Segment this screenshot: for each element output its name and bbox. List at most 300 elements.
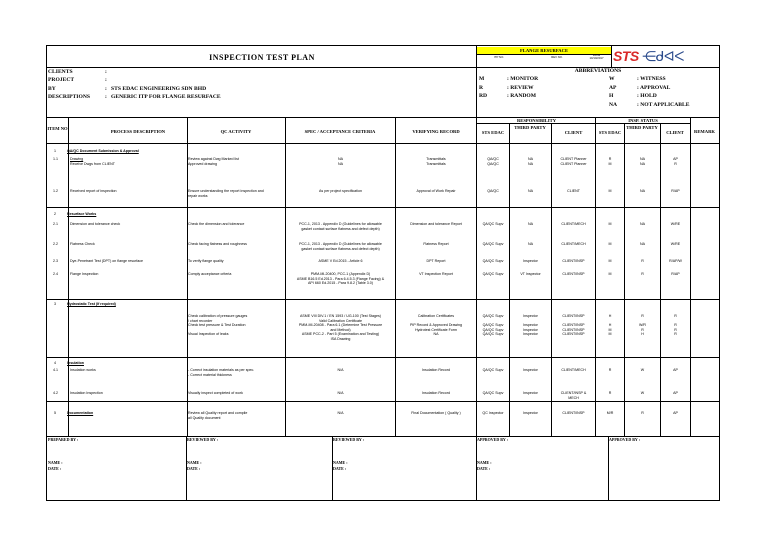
row-7-record (396, 314, 476, 337)
row-7-qc-line: Visual Inspection of leaks (188, 332, 229, 337)
row-3-no: 2.1 (53, 222, 58, 226)
row-9-i1 (596, 391, 624, 396)
row-8-spec (286, 368, 395, 373)
row-2-r1-line: QA/QC (487, 189, 499, 193)
row-7-i2-line: W/R (639, 323, 646, 328)
row-3-r2-line: NA (528, 222, 533, 226)
col-insp-status: INSP. STATUS (628, 118, 658, 123)
row-7-i3-line: R (674, 314, 677, 318)
row-4-i3-line: W/RE (670, 242, 681, 246)
row-5-r1 (477, 259, 509, 264)
row-7-i3 (661, 314, 690, 337)
row-7-spec (286, 314, 395, 342)
row-3-i1-line: M (608, 222, 612, 226)
insp-third-party: THIRD PARTY (626, 125, 658, 130)
row-4-spec (286, 242, 395, 251)
row-5-process (70, 259, 186, 264)
row-7-i3-line: R (674, 327, 677, 332)
row-7-record-line: NA (433, 332, 439, 337)
row-6-r1 (477, 272, 509, 277)
row-1-record (396, 157, 476, 166)
row-7-process-line (70, 314, 186, 319)
row-8-record-line: Insulation Record (422, 368, 450, 372)
info-block (48, 68, 468, 101)
logo-edac-text: ⋲ᑯᐊᐸ (638, 48, 684, 64)
row-3-spec (286, 222, 395, 231)
row-6-r2-line: VT Inspector (520, 272, 541, 276)
row-1-qc-line: Review against Dwg Marked list (188, 157, 239, 161)
row-2-r2 (510, 189, 551, 194)
row-9-i1-line: R (608, 391, 612, 395)
row-8-i1-line: R (608, 368, 612, 372)
row-2-record (396, 189, 476, 194)
row-10-qc-line: all Quality document (188, 415, 221, 420)
footer-prepared-by: PREPARED BY : (48, 437, 79, 442)
row-7-record-line: Calibration Certificates (417, 314, 455, 318)
row-9-qc-line: Visually inspect completed of work (188, 391, 243, 395)
row-1-r2-line: NA (528, 161, 533, 166)
row-5-r1-line: QA/QC Supv (482, 259, 504, 263)
row-10-r3 (552, 411, 595, 416)
row-9-r2 (510, 391, 551, 396)
row-8-r1 (477, 368, 509, 373)
row-3-spec-line: PCC-1, 2013 - Appendix D (Guidelines for allowable (299, 222, 382, 226)
footer-name-date-2: NAME : DATE : (187, 460, 202, 471)
row-7-r3-line: CLIENT/INSP (562, 327, 585, 332)
row-5-i2-line: R (641, 259, 644, 263)
row-10-qc (188, 411, 285, 420)
row-6-r3-line: CLIENT/INSP (562, 272, 585, 276)
info-clients: CLIENTS : (48, 69, 107, 75)
row-4-r1 (477, 242, 509, 247)
row-9-qc (188, 391, 285, 396)
row-2-process-line: Received report of inspection (70, 189, 117, 193)
row-5-i1 (596, 259, 624, 264)
row-1-i1-line: R (608, 157, 612, 161)
row-1-i3 (661, 157, 690, 166)
row-9-i3 (661, 391, 690, 396)
row-5-record (396, 259, 476, 264)
footer-name-date-1: NAME : DATE : (48, 460, 63, 471)
row-4-r2 (510, 242, 551, 247)
row-7-r2 (510, 314, 551, 337)
section-5-no: 5 (54, 411, 56, 415)
row-8-i1 (596, 368, 624, 373)
row-9-r2-line: Inspector (523, 391, 538, 395)
row-7-r2-line: Inspector (523, 314, 538, 318)
info-descriptions: DESCRIPTIONS : GENERIC ITP FOR FLANGE RESURFACE (48, 93, 221, 100)
row-7-i1 (596, 314, 624, 337)
section-2-title: Resurface Works (67, 212, 97, 216)
row-1-i2 (625, 157, 660, 166)
row-5-r2 (510, 259, 551, 264)
row-3-qc (188, 222, 285, 227)
row-1-qc-line: Approved drawing (188, 161, 217, 166)
row-4-r2-line: NA (528, 242, 533, 246)
col-qc: QC ACTIVITY (220, 129, 252, 134)
row-3-qc-line: Check the dimension and tolerance (188, 222, 245, 226)
row-2-spec-line: As per project specification (319, 189, 362, 193)
row-2-r3-line: CLIENT (567, 189, 580, 193)
row-4-spec-line: gasket contact surface flatness and defect depth) (301, 246, 380, 251)
row-7-qc (188, 314, 285, 337)
row-8-spec-line: N/A (337, 368, 344, 372)
row-10-qc-line: Review all Quality report and compile (188, 411, 248, 415)
row-10-i3 (661, 411, 690, 416)
row-8-r3 (552, 368, 595, 373)
row-5-r2-line: Inspector (523, 259, 538, 263)
row-10-r1 (477, 411, 509, 416)
row-6-spec-line: API 660 Ed.2015 - Para 9.8.2 (Table 3.0) (308, 281, 373, 286)
row-7-i1-line: H (608, 323, 612, 328)
row-7-qc-line: Check calibration of pressure gauges (188, 314, 248, 318)
row-2-i3 (661, 189, 690, 194)
resp-third-party: THIRD PARTY (514, 125, 546, 130)
row-1-i2-line: NA (640, 161, 645, 166)
row-4-qc (188, 242, 285, 247)
row-9-r3 (552, 391, 595, 400)
row-9-record (396, 391, 476, 396)
row-5-spec-line: ASME V Ed.2015 - Article 6 (318, 259, 363, 263)
row-7-i2-line: H (641, 332, 644, 337)
section-4-title: Insulation (67, 361, 84, 365)
section-1-no: 1 (54, 149, 56, 153)
row-10-spec-line: N/A (337, 411, 344, 415)
row-4-process (70, 242, 186, 247)
row-8-r2 (510, 368, 551, 373)
row-2-i1-line: M (608, 189, 612, 193)
row-2-process (70, 189, 186, 194)
row-1-spec-line: NA (338, 161, 343, 166)
row-1-r1 (477, 157, 509, 166)
row-9-process-line: Insulation Inspection (70, 391, 103, 395)
row-2-i2-line: NA (640, 189, 645, 193)
row-6-i2-line: R (641, 272, 644, 276)
section-2-no: 2 (54, 212, 56, 216)
row-10-record (396, 411, 476, 416)
row-3-r2 (510, 222, 551, 227)
section-3-title: Hydrostatic Test (If required) (67, 302, 116, 306)
insp-sts-edac: STS EDAC (598, 130, 622, 135)
row-9-record-line: Insulation Record (422, 391, 450, 395)
row-7-i1-line: H (608, 314, 612, 318)
row-7-r1-line: QA/QC Supv (482, 323, 504, 328)
section-5-title: Documentation (67, 411, 94, 415)
row-7-i3-line: R (674, 332, 677, 337)
row-1-i1-line: M (608, 161, 612, 166)
row-5-process-line: Dye-Penetrant Test (DPT) on flange resurface (70, 259, 144, 263)
row-9-r1-line: QA/QC Supv (482, 391, 504, 395)
row-6-r1-line: QA/QC Supv (482, 272, 504, 276)
row-3-r1 (477, 222, 509, 227)
row-6-spec-line: ASME B16.5 Ed.2013 - Para 6.4.5.3 (Flange Facing) & (296, 276, 385, 281)
row-1-spec (286, 157, 395, 166)
row-4-i1 (596, 242, 624, 247)
row-7-i1-line: M (608, 332, 612, 337)
row-9-no: 4.2 (53, 391, 58, 395)
row-1-process-line: Drawing (70, 157, 84, 161)
row-7-record-line: Hydrotest Certificate Form (415, 327, 457, 332)
row-2-r2-line: NA (528, 189, 533, 193)
section-4-no: 4 (54, 361, 56, 365)
row-7-r2-line: Inspector (523, 332, 538, 337)
col-responsibility: RESPONSIBILITY (516, 118, 557, 123)
row-7-record-line: PIP Record & Approved Drawing (409, 323, 463, 328)
itp-sheet (46, 45, 720, 501)
row-7-spec-line: ISA Drawing (330, 336, 351, 341)
row-6-r2 (510, 272, 551, 277)
row-1-record-line: Transmittals (426, 157, 446, 161)
row-1-r1-line: QA/QC (487, 157, 499, 161)
row-4-qc-line: Check facing flatness and roughness (188, 242, 247, 246)
row-8-i3-line: AP (673, 368, 678, 372)
row-6-spec (286, 272, 395, 286)
row-5-i2 (625, 259, 660, 264)
row-10-process (70, 411, 186, 416)
row-1-r3-line: CLIENT Planner (560, 161, 587, 166)
row-6-qc (188, 272, 285, 277)
row-6-i2 (625, 272, 660, 277)
row-1-process-line: Receive Dwgs from CLIENT (70, 161, 115, 166)
row-8-r3-line: CLIENT/MECH (561, 368, 586, 372)
row-4-record-line: Flatness Report (423, 242, 449, 246)
row-10-i1 (596, 411, 624, 416)
row-6-spec-line: PMM-MI-20400, PCC-1 (Appendix D) (310, 272, 371, 276)
row-5-qc (188, 259, 285, 264)
row-8-process (70, 368, 186, 373)
row-7-r3-line: CLIENT/INSP (562, 332, 585, 337)
row-5-i3 (661, 259, 690, 264)
row-5-r3-line: CLIENT/INSP (562, 259, 585, 263)
row-1-spec-line: NA (338, 157, 343, 161)
row-7-r2-line: Inspector (523, 327, 538, 332)
row-8-r2-line: Inspector (523, 368, 538, 372)
row-3-i1 (596, 222, 624, 227)
row-7-r1-line: QA/QC Supv (482, 314, 504, 318)
page-title: INSPECTION TEST PLAN (209, 53, 315, 62)
row-7-spec-line: Valid Calibration Certificate (318, 318, 363, 323)
row-9-r3-line: CLIENT/INSP & (560, 391, 587, 395)
row-9-i3-line: AP (673, 391, 678, 395)
row-1-i3-line: AP (673, 157, 678, 161)
row-9-r1 (477, 391, 509, 396)
row-2-qc-line: repair works (188, 193, 208, 198)
row-5-no: 2.3 (53, 259, 58, 263)
row-7-i2-line: R (641, 327, 644, 332)
row-2-i2 (625, 189, 660, 194)
row-4-i2-line: NA (640, 242, 645, 246)
row-10-i3-line: AP (673, 411, 678, 415)
itp-no-label: ITP NO. (493, 55, 505, 59)
row-1-no: 1.1 (53, 157, 58, 161)
row-6-i3 (661, 272, 690, 277)
row-8-i2 (625, 368, 660, 373)
row-1-process (70, 157, 186, 166)
row-2-r3 (552, 189, 595, 194)
row-8-i3 (661, 368, 690, 373)
row-4-r1-line: QA/QC Supv (482, 242, 504, 246)
logo-sts-text: STS (613, 48, 639, 64)
date-label: DATE (592, 53, 601, 57)
row-7-r1-line: QA/QC Supv (482, 327, 504, 332)
rev-no-label: REV NO. (551, 55, 563, 59)
abbreviations-right: W : WITNESS AP : APPROVAL H : HOLD NA : NOT APPLICABLE (609, 76, 690, 108)
row-6-i1-line: M (608, 272, 612, 276)
row-4-i1-line: M (608, 242, 612, 246)
row-3-i2 (625, 222, 660, 227)
col-spec: SPEC / ACCEPTANCE CRITERIA (304, 129, 376, 134)
row-10-process-line (70, 411, 186, 416)
row-8-i2-line: W (640, 368, 645, 372)
row-6-i3-line: R/AP (671, 272, 680, 276)
row-10-spec (286, 411, 395, 416)
row-5-i3-line: R/AP/W (669, 259, 682, 263)
row-8-record (396, 368, 476, 373)
row-10-i1-line: M/R (606, 411, 614, 415)
row-7-qc-line: Check test pressure & Test Duration (188, 323, 246, 328)
row-7-qc-line: / chart recorder (188, 318, 213, 323)
row-1-r2 (510, 157, 551, 166)
row-5-record-line: DPT Report (426, 259, 446, 263)
row-7-spec-line: ASME VIII DIV.1 / EN 1593 / UG-100 (Test Stages) (300, 314, 381, 318)
row-6-process (70, 272, 186, 277)
info-by: BY : STS EDAC ENGINEERING SDN BHD (48, 85, 207, 92)
row-7-i1-line: M (608, 327, 612, 332)
row-3-record (396, 222, 476, 227)
row-6-r3 (552, 272, 595, 277)
row-3-r1-line: QA/QC Supv (482, 222, 504, 226)
footer-approved-by-2: APPROVED BY : (609, 437, 640, 442)
row-1-r3-line: CLIENT Planner (560, 157, 587, 161)
footer-name-date-4: NAME : DATE : (477, 460, 492, 471)
row-8-qc-line: - Correct insulation materials as per spec. (188, 368, 255, 372)
row-10-r3-line: CLIENT/INSP (562, 411, 585, 415)
row-7-i2 (625, 314, 660, 337)
row-1-r2-line: NA (528, 157, 533, 161)
row-5-qc-line: To verify flange quality (188, 259, 224, 263)
row-2-no: 1.2 (53, 189, 58, 193)
col-process: PROCESS DESCRIPTION (110, 129, 166, 134)
row-7-r3-line: CLIENT/INSP (562, 314, 585, 318)
row-3-i2-line: NA (640, 222, 645, 226)
row-1-i1 (596, 157, 624, 166)
row-3-i3 (661, 222, 690, 227)
row-10-i2-line: R (641, 411, 644, 415)
resp-sts-edac: STS EDAC (481, 130, 505, 135)
row-7-process (70, 314, 186, 319)
row-10-r2 (510, 411, 551, 416)
row-9-i2-line: W (640, 391, 645, 395)
row-4-i2 (625, 242, 660, 247)
row-3-process-line: Dimension and tolerance check (70, 222, 121, 226)
footer-reviewed-by-2: REVIEWED BY : (333, 437, 364, 442)
row-3-spec-line: gasket contact surface flatness and defect depth) (301, 226, 380, 231)
row-3-r3 (552, 222, 595, 227)
row-6-qc-line: Comply acceptance criteria (188, 272, 232, 276)
row-9-r3-line: MECH (568, 395, 579, 400)
row-5-spec (286, 259, 395, 264)
row-8-qc-line: - Correct material thickness (188, 372, 232, 377)
row-4-r3-line: CLIENT/MECH (561, 242, 586, 246)
row-2-i3-line: R/AP (671, 189, 680, 193)
row-1-i3-line: R (674, 161, 677, 166)
row-3-i3-line: W/RE (670, 222, 681, 226)
row-7-r3 (552, 314, 595, 337)
row-2-r1 (477, 189, 509, 194)
row-1-r1-line: QA/QC (487, 161, 499, 166)
row-5-r3 (552, 259, 595, 264)
row-8-process-line: Insulation works (70, 368, 96, 372)
row-7-r3-line: CLIENT/INSP (562, 323, 585, 328)
row-7-i2-line: R (641, 314, 644, 318)
row-2-qc-line: Ensure understanding the report inspection and (188, 189, 264, 193)
date-value: 10/10/2017 (589, 56, 604, 61)
resp-client: CLIENT (564, 130, 583, 135)
row-1-record-line: Transmittals (426, 161, 446, 166)
row-3-record-line: Dimension and tolerance Report (410, 222, 462, 226)
row-2-qc (188, 189, 285, 198)
insp-client: CLIENT (666, 130, 684, 135)
row-10-r1-line: QC Inspector (482, 411, 504, 415)
row-2-spec (286, 189, 395, 194)
col-remark: REMARK (694, 129, 715, 134)
row-4-i3 (661, 242, 690, 247)
row-6-i1 (596, 272, 624, 277)
row-4-record (396, 242, 476, 247)
row-2-record-line: Approval of Work Repair (416, 189, 456, 193)
row-4-no: 2.2 (53, 242, 58, 246)
row-4-spec-line: PCC-1, 2013 - Appendix D (Guidelines for allowable (299, 242, 382, 246)
row-8-r1-line: QA/QC Supv (482, 368, 504, 372)
row-7-spec-line: ASME PCC-2 - Part 5 (Examination and Testing) (301, 332, 380, 337)
date-box (582, 54, 611, 61)
row-3-process (70, 222, 186, 227)
row-7-spec-line: PMM-MI-20408 - Para 6.1 (Determine Test Pressure (298, 323, 383, 328)
row-10-record-line: Final Documentation ( Quality ) (411, 411, 461, 415)
row-9-spec-line: N/A (337, 391, 344, 395)
info-project: PROJECT : (48, 77, 107, 84)
row-7-r1-line: QA/QC Supv (482, 332, 504, 337)
row-10-r2-line: Inspector (523, 411, 538, 415)
footer-reviewed-by-1: REVIEWED BY : (187, 437, 218, 442)
row-6-process-line: Flange Inspection (70, 272, 99, 276)
footer-name-date-3: NAME : DATE : (333, 460, 348, 471)
col-record: VERIFYING RECORD (412, 129, 460, 134)
abbreviations-heading: ABBREVIATIONS (574, 68, 622, 74)
row-1-qc (188, 157, 285, 166)
row-8-no: 4.1 (53, 368, 58, 372)
row-1-r3 (552, 157, 595, 166)
row-9-process (70, 391, 186, 396)
row-9-i2 (625, 391, 660, 396)
row-4-r3 (552, 242, 595, 247)
abbreviations-left: M : MONITOR R : REVIEW RD : RANDOM (479, 76, 539, 100)
sts-edac-logo (613, 48, 717, 67)
row-6-record (396, 272, 476, 277)
row-6-no: 2.4 (53, 272, 58, 276)
section-1-title: QA/QC Document Submission & Approval (67, 149, 139, 153)
row-4-process-line: Flatness Check (70, 242, 95, 246)
row-2-i1 (596, 189, 624, 194)
row-7-r2-line: Inspector (523, 323, 538, 328)
row-5-i1-line: M (608, 259, 612, 263)
row-7-i3-line: R (674, 323, 677, 328)
row-8-qc (188, 368, 285, 377)
row-3-r3-line: CLIENT/MECH (561, 222, 586, 226)
row-7-spec-line: and Method) (330, 327, 351, 332)
row-7-r1 (477, 314, 509, 337)
row-9-spec (286, 391, 395, 396)
